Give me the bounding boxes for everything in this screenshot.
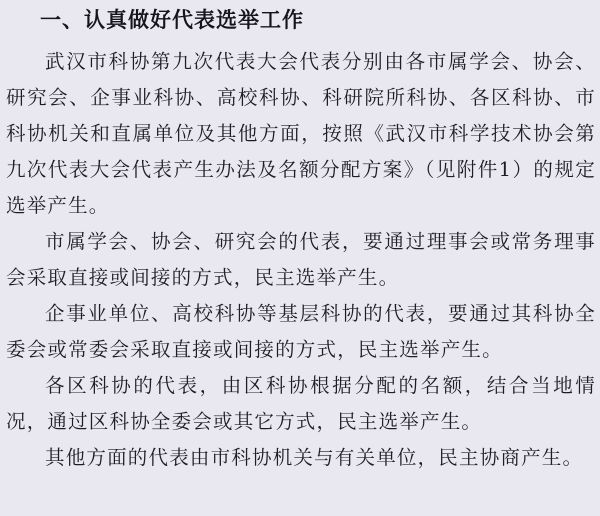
paragraph-grassroots-associations: 企事业单位、高校科协等基层科协的代表，要通过其科协全委会或常委会采取直接或间接的方式，民主选举产生。 xyxy=(6,302,596,361)
paragraph-other-representatives: 其他方面的代表由市科协机关与有关单位，民主协商产生。 xyxy=(45,446,584,469)
paragraph-district-associations: 各区科协的代表，由区科协根据分配的名额，结合当地情况，通过区科协全委会或其它方式，民主选举产生。 xyxy=(6,374,596,433)
paragraph-municipal-societies: 市属学会、协会、研究会的代表，要通过理事会或常务理事会采取直接或间接的方式，民主选举产生。 xyxy=(6,230,596,289)
section-heading: 一、认真做好代表选举工作 xyxy=(40,8,304,32)
paragraph-election-sources: 武汉市科协第九次代表大会代表分别由各市属学会、协会、研究会、企事业科协、高校科协、科研院所科协、各区科协、市科协机关和直属单位及其他方面，按照《武汉市科学技术协会第九次代表大会代表产生办法及名额分配方案》（见附件1）的规定选举产生。 xyxy=(6,50,596,217)
